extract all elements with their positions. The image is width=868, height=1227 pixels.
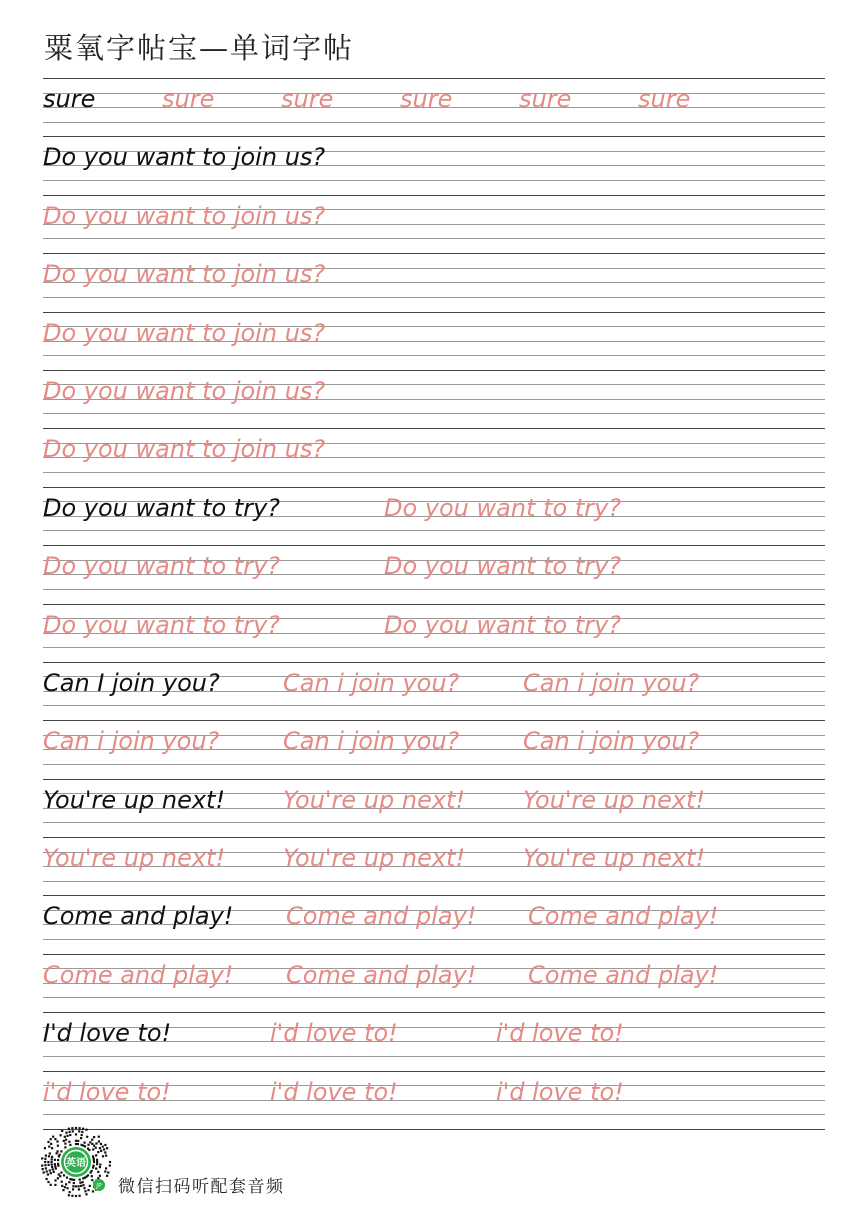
guide-line [43,413,825,414]
practice-area [43,78,825,1129]
guide-line [43,705,825,706]
guide-line [43,764,825,765]
practice-row [43,195,825,253]
guide-line [43,545,825,546]
trace-text: Do you want to try? [384,493,622,522]
guide-line [43,312,825,313]
trace-text: Come and play! [528,960,719,989]
trace-text: i'd love to! [496,1077,624,1106]
trace-text: Do you want to join us? [43,376,326,405]
guide-line [43,1056,825,1057]
trace-text: Do you want to try? [43,610,281,639]
model-text: sure [43,85,96,113]
practice-row [43,954,825,1012]
trace-text: Can i join you? [283,727,460,756]
practice-row [43,312,825,370]
guide-line [43,1071,825,1072]
practice-row [43,1012,825,1070]
trace-text: You're up next! [283,785,466,814]
guide-line [43,589,825,590]
trace-text: sure [400,85,453,113]
model-text: I'd love to! [43,1019,172,1048]
practice-row [43,895,825,953]
model-text: Come and play! [43,902,234,931]
trace-text: Can i join you? [523,727,700,756]
trace-text: Come and play! [528,902,719,931]
trace-text: i'd love to! [43,1077,171,1106]
guide-line [43,472,825,473]
trace-text: Come and play! [43,960,234,989]
guide-line [43,238,825,239]
guide-line [43,78,825,79]
trace-text: You're up next! [43,844,226,873]
guide-line [43,428,825,429]
practice-row [43,136,825,194]
practice-row [43,78,825,136]
page-title: 粟氧字帖宝—单词字帖 [44,31,355,65]
guide-line [43,530,825,531]
model-text: Do you want to try? [43,493,281,522]
trace-text: sure [519,85,572,113]
guide-line [43,720,825,721]
guide-line [43,195,825,196]
practice-row [43,487,825,545]
trace-text: You're up next! [523,844,706,873]
guide-line [43,487,825,488]
model-text: Do you want to join us? [43,143,326,172]
guide-line [43,297,825,298]
trace-text: sure [638,85,691,113]
trace-text: Do you want to try? [43,552,281,581]
guide-line [43,180,825,181]
model-text: You're up next! [43,785,226,814]
guide-line [43,1012,825,1013]
trace-text: You're up next! [283,844,466,873]
trace-text: Do you want to try? [384,552,622,581]
practice-row [43,604,825,662]
trace-text: Do you want to join us? [43,318,326,347]
practice-row [43,1071,825,1129]
trace-text: Come and play! [286,902,477,931]
footer [40,1126,440,1198]
trace-text: sure [162,85,215,113]
practice-row [43,545,825,603]
practice-row [43,662,825,720]
trace-text: Can i join you? [523,668,700,697]
practice-row [43,253,825,311]
practice-row [43,428,825,486]
trace-text: Can i join you? [43,727,220,756]
practice-row [43,370,825,428]
guide-line [43,647,825,648]
guide-line [43,939,825,940]
trace-text: Come and play! [286,960,477,989]
guide-line [43,355,825,356]
guide-line [43,997,825,998]
guide-line [43,662,825,663]
trace-text: i'd love to! [270,1077,398,1106]
trace-text: You're up next! [523,785,706,814]
practice-row [43,720,825,778]
trace-text: Do you want to try? [384,610,622,639]
trace-text: sure [281,85,334,113]
trace-text: i'd love to! [270,1019,398,1048]
trace-text: Do you want to join us? [43,201,326,230]
guide-line [43,837,825,838]
trace-text: Do you want to join us? [43,435,326,464]
guide-line [43,1114,825,1115]
guide-line [43,779,825,780]
guide-line [43,370,825,371]
practice-row [43,779,825,837]
guide-line [43,122,825,123]
guide-line [43,253,825,254]
guide-line [43,954,825,955]
practice-row [43,837,825,895]
guide-line [43,895,825,896]
trace-text: Can i join you? [283,668,460,697]
guide-line [43,604,825,605]
qr-badge-corner: JP [96,1182,102,1190]
qr-code-icon[interactable] [40,1126,112,1198]
trace-text: Do you want to join us? [43,260,326,289]
model-text: Can I join you? [43,668,220,697]
qr-caption: 微信扫码听配套音频 [118,1177,285,1197]
guide-line [43,136,825,137]
guide-line [43,881,825,882]
qr-badge-label: 英语 [66,1158,86,1169]
guide-line [43,822,825,823]
trace-text: i'd love to! [496,1019,624,1048]
